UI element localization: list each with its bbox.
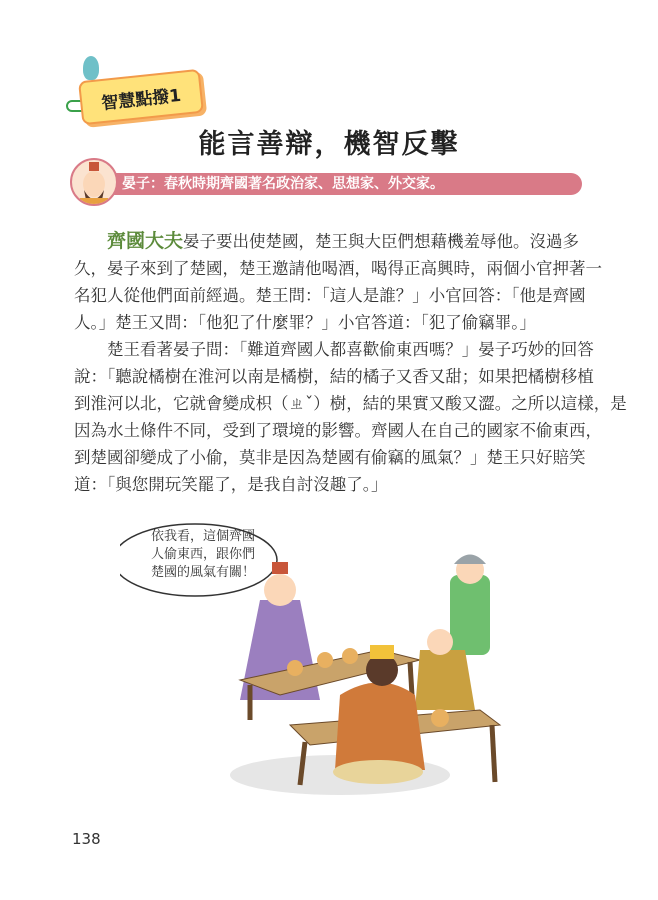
paragraph-2-line: 楚王看著晏子問：「難道齊國人都喜歡偷東西嗎？」晏子巧妙的回答 (107, 340, 594, 359)
paragraph-2-line: 因為水土條件不同，受到了環境的影響。齊國人在自己的國家不偷東西， (74, 421, 602, 440)
page-number: 138 (72, 830, 101, 848)
yanzi-avatar (70, 158, 118, 206)
character-note-text: 晏子：春秋時期齊國著名政治家、思想家、外交家。 (122, 176, 444, 192)
highlight-term: 齊國大夫 (107, 230, 184, 252)
king-robe (335, 683, 425, 771)
speech-bubble: 依我看，這個齊國 人偷東西，跟你們 楚國的風氣有關！ (150, 529, 255, 580)
yanzi-portrait-icon (72, 160, 116, 204)
prisoner-body (415, 650, 475, 710)
paragraph-2-line: 到楚國卻變成了小偷，莫非是因為楚國有偷竊的風氣？」楚王只好賠笑 (74, 448, 586, 467)
character-note (100, 173, 582, 195)
paragraph-2-line: 道：「與您開玩笑罷了，是我自討沒趣了。」 (74, 475, 388, 494)
page-title: 能言善辯，機智反擊 (198, 129, 460, 160)
paragraph-2-line: 到淮河以北，它就會變成枳（ㄓˇ）樹，結的果實又酸又澀。之所以這樣，是 (74, 394, 627, 413)
bird-icon (83, 56, 99, 80)
paragraph-1-line: 人。」楚王又問：「他犯了什麼罪？」小官答道：「犯了偷竊罪。」 (74, 313, 536, 332)
paragraph-1-line: 久，晏子來到了楚國，楚王邀請他喝酒，喝得正高興時，兩個小官押著一 (74, 259, 602, 278)
paragraph-1-line: 齊國大夫晏子要出使楚國，楚王與大臣們想藉機羞辱他。沒過多 (107, 230, 580, 252)
section-tag: 智慧點撥1 (78, 69, 204, 126)
body-text (74, 228, 627, 498)
paragraph-1-line: 名犯人從他們面前經過。楚王問：「這人是誰？」小官回答：「他是齊國 (74, 286, 586, 305)
paragraph-2-line: 說：「聽說橘樹在淮河以南是橘樹，結的橘子又香又甜；如果把橘樹移植 (74, 367, 594, 386)
guard-body (450, 575, 490, 655)
